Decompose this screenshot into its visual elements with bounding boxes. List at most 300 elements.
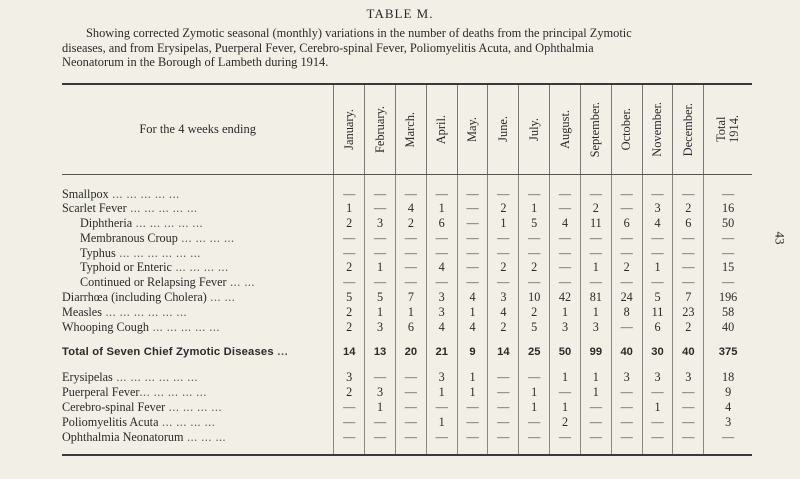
spacer-cell: [395, 444, 426, 455]
row-label-text: Smallpox: [62, 186, 109, 201]
value-cell: —: [642, 385, 673, 400]
value-cell: —: [673, 400, 704, 415]
row-label: [62, 290, 334, 305]
value-cell: 3: [642, 370, 673, 385]
value-cell: 4: [704, 400, 752, 415]
spacer-cell: [642, 174, 673, 187]
value-cell: —: [673, 246, 704, 261]
column-header-december: [673, 84, 704, 174]
value-cell: —: [642, 231, 673, 246]
column-header-label: July.: [526, 117, 541, 141]
spacer-cell: [365, 444, 396, 455]
spacer-cell: [704, 174, 752, 187]
value-cell: —: [673, 260, 704, 275]
spacer-cell: [395, 334, 426, 341]
value-cell: 14: [488, 341, 519, 363]
value-cell: 8: [611, 305, 642, 320]
value-cell: —: [457, 415, 488, 430]
row-label: [62, 246, 334, 261]
leader-dots: ... ... ... ... ...: [139, 385, 207, 400]
value-cell: 13: [365, 341, 396, 363]
leader-dots: ... ...: [226, 275, 255, 290]
column-header-label: October.: [619, 108, 634, 151]
value-cell: 3: [365, 320, 396, 335]
value-cell: —: [580, 187, 611, 202]
value-cell: 5: [519, 320, 550, 335]
caption-line-1: Showing corrected Zymotic seasonal (monthly) variations in the number of deaths from the principal Zymotic: [86, 26, 632, 40]
table-row: [62, 385, 752, 400]
value-cell: 3: [426, 290, 457, 305]
value-cell: 5: [365, 290, 396, 305]
value-cell: —: [550, 430, 581, 445]
value-cell: —: [704, 246, 752, 261]
spacer-cell: [334, 363, 365, 370]
spacer-cell: [642, 334, 673, 341]
value-cell: —: [457, 275, 488, 290]
value-cell: 1: [580, 260, 611, 275]
spacer-cell: [519, 363, 550, 370]
value-cell: —: [611, 187, 642, 202]
leader-dots: ... ... ... ...: [171, 260, 229, 275]
value-cell: 1: [519, 385, 550, 400]
spacer-row: [62, 444, 752, 455]
value-cell: —: [488, 275, 519, 290]
leader-dots: ...: [273, 346, 289, 359]
value-cell: 2: [488, 260, 519, 275]
column-header-november: [642, 84, 673, 174]
value-cell: —: [519, 430, 550, 445]
value-cell: 11: [642, 305, 673, 320]
value-cell: —: [334, 400, 365, 415]
value-cell: 2: [334, 260, 365, 275]
value-cell: 14: [334, 341, 365, 363]
value-cell: 2: [488, 320, 519, 335]
spacer-cell: [395, 363, 426, 370]
leader-dots: ... ... ... ...: [165, 400, 222, 415]
column-header-april: [426, 84, 457, 174]
value-cell: 1: [550, 305, 581, 320]
value-cell: —: [488, 430, 519, 445]
table-row: [62, 201, 752, 216]
value-cell: 40: [673, 341, 704, 363]
value-cell: —: [519, 275, 550, 290]
value-cell: —: [457, 187, 488, 202]
value-cell: 4: [457, 320, 488, 335]
value-cell: —: [395, 275, 426, 290]
value-cell: 1: [550, 400, 581, 415]
column-header-label: August.: [557, 109, 572, 149]
value-cell: —: [611, 246, 642, 261]
spacer-cell: [334, 444, 365, 455]
value-cell: —: [457, 400, 488, 415]
value-cell: —: [673, 430, 704, 445]
table-row: [62, 341, 752, 363]
value-cell: —: [580, 400, 611, 415]
spacer-cell: [580, 444, 611, 455]
value-cell: —: [426, 231, 457, 246]
spacer-row: [62, 174, 752, 187]
value-cell: —: [334, 246, 365, 261]
row-label-text: Scarlet Fever: [62, 201, 127, 216]
column-header-label: March.: [403, 111, 418, 147]
column-header-label: September.: [588, 101, 603, 157]
value-cell: 1: [365, 305, 396, 320]
value-cell: 5: [334, 290, 365, 305]
value-cell: 3: [426, 370, 457, 385]
value-cell: —: [365, 275, 396, 290]
value-cell: 6: [395, 320, 426, 335]
value-cell: —: [395, 246, 426, 261]
spacer-cell: [580, 363, 611, 370]
row-label-text: Cerebro-spinal Fever: [62, 400, 166, 415]
value-cell: 10: [519, 290, 550, 305]
value-cell: 375: [704, 341, 752, 363]
spacer-cell: [611, 334, 642, 341]
value-cell: 50: [550, 341, 581, 363]
spacer-cell: [580, 334, 611, 341]
value-cell: —: [519, 187, 550, 202]
value-cell: 3: [704, 415, 752, 430]
value-cell: 2: [488, 201, 519, 216]
value-cell: 2: [395, 216, 426, 231]
value-cell: —: [426, 400, 457, 415]
value-cell: 40: [704, 320, 752, 335]
value-cell: —: [395, 400, 426, 415]
value-cell: —: [457, 246, 488, 261]
value-cell: 3: [611, 370, 642, 385]
value-cell: —: [642, 430, 673, 445]
value-cell: —: [457, 231, 488, 246]
spacer-cell: [519, 174, 550, 187]
spacer-cell: [488, 363, 519, 370]
header-row: [62, 84, 752, 174]
spacer-cell: [365, 334, 396, 341]
value-cell: 9: [457, 341, 488, 363]
page-number: 43: [772, 231, 788, 245]
leader-dots: ... ... ... ... ...: [149, 319, 220, 334]
leader-dots: ... ... ... ... ...: [108, 186, 180, 201]
value-cell: 4: [457, 290, 488, 305]
value-cell: —: [550, 275, 581, 290]
value-cell: —: [550, 385, 581, 400]
value-cell: 3: [642, 201, 673, 216]
spacer-cell: [550, 334, 581, 341]
value-cell: 20: [395, 341, 426, 363]
value-cell: 6: [426, 216, 457, 231]
value-cell: —: [611, 400, 642, 415]
row-label-text: Typhoid or Enteric: [80, 260, 172, 275]
row-label-text: Puerperal Fever: [62, 385, 140, 400]
value-cell: —: [550, 260, 581, 275]
value-cell: 1: [580, 370, 611, 385]
column-header-label: December.: [680, 102, 695, 156]
value-cell: 25: [519, 341, 550, 363]
value-cell: —: [334, 415, 365, 430]
value-cell: —: [519, 370, 550, 385]
value-cell: 9: [704, 385, 752, 400]
table-row: [62, 246, 752, 261]
value-cell: —: [611, 201, 642, 216]
value-cell: —: [611, 320, 642, 335]
value-cell: 23: [673, 305, 704, 320]
value-cell: —: [365, 231, 396, 246]
spacer-cell: [704, 444, 752, 455]
value-cell: —: [395, 260, 426, 275]
column-header-june: [488, 84, 519, 174]
row-label-text: Whooping Cough: [62, 319, 150, 334]
column-header-january: [334, 84, 365, 174]
row-label: [62, 216, 334, 231]
value-cell: 3: [334, 370, 365, 385]
value-cell: 58: [704, 305, 752, 320]
spacer-cell: [704, 334, 752, 341]
spacer-cell: [426, 444, 457, 455]
value-cell: 1: [426, 385, 457, 400]
value-cell: 6: [642, 320, 673, 335]
value-cell: —: [611, 385, 642, 400]
row-label: [62, 305, 334, 320]
table-row: [62, 275, 752, 290]
value-cell: —: [642, 275, 673, 290]
row-label-text: Poliomyelitis Acuta: [62, 414, 159, 429]
row-label: [62, 430, 334, 445]
row-label: [62, 370, 334, 385]
column-header-label: April.: [434, 114, 449, 144]
spacer-cell: [62, 444, 334, 455]
row-label-text: Erysipelas: [62, 370, 113, 385]
value-cell: 3: [673, 370, 704, 385]
value-cell: 4: [488, 305, 519, 320]
table-row: [62, 430, 752, 445]
row-label: [62, 400, 334, 415]
value-cell: —: [488, 370, 519, 385]
leader-dots: ... ... ... ... ... ...: [112, 370, 198, 385]
leader-dots: ... ... ... ... ... ...: [115, 245, 201, 260]
spacer-cell: [365, 363, 396, 370]
row-label: [62, 231, 334, 246]
row-label-text: Measles: [62, 304, 102, 319]
value-cell: 4: [395, 201, 426, 216]
column-header-february: [365, 84, 396, 174]
value-cell: —: [457, 216, 488, 231]
spacer-cell: [426, 363, 457, 370]
value-cell: 2: [519, 260, 550, 275]
value-cell: 11: [580, 216, 611, 231]
value-cell: 2: [334, 216, 365, 231]
value-cell: 50: [704, 216, 752, 231]
value-cell: —: [519, 231, 550, 246]
value-cell: —: [704, 231, 752, 246]
row-label: [62, 260, 334, 275]
value-cell: —: [704, 430, 752, 445]
value-cell: 4: [426, 260, 457, 275]
value-cell: —: [488, 187, 519, 202]
column-header-label: May.: [465, 116, 480, 142]
value-cell: —: [395, 370, 426, 385]
spacer-cell: [488, 334, 519, 341]
column-header-label: February.: [372, 105, 387, 153]
spacer-cell: [457, 363, 488, 370]
value-cell: 2: [334, 385, 365, 400]
row-label-text: Continued or Relapsing Fever: [80, 275, 227, 290]
value-cell: 15: [704, 260, 752, 275]
value-cell: —: [426, 430, 457, 445]
value-cell: 4: [550, 216, 581, 231]
value-cell: —: [580, 430, 611, 445]
value-cell: 1: [519, 201, 550, 216]
table-row: [62, 305, 752, 320]
value-cell: —: [395, 415, 426, 430]
value-cell: —: [580, 246, 611, 261]
value-cell: —: [673, 187, 704, 202]
spacer-cell: [62, 363, 334, 370]
table-row: [62, 290, 752, 305]
column-header-august: [550, 84, 581, 174]
row-label-text: Ophthalmia Neonatorum: [62, 429, 184, 444]
spacer-cell: [62, 174, 334, 187]
leader-dots: ... ... ...: [183, 429, 227, 444]
spacer-cell: [611, 174, 642, 187]
value-cell: 1: [550, 370, 581, 385]
column-header-october: [611, 84, 642, 174]
row-label: [62, 385, 334, 400]
leader-dots: ... ... ... ...: [158, 414, 216, 429]
value-cell: 21: [426, 341, 457, 363]
table-row: [62, 370, 752, 385]
value-cell: —: [673, 275, 704, 290]
table-row: [62, 231, 752, 246]
leader-dots: ... ... ... ... ...: [132, 216, 204, 231]
leader-dots: ... ...: [206, 290, 236, 305]
value-cell: —: [365, 187, 396, 202]
table-row: [62, 320, 752, 335]
value-cell: —: [395, 430, 426, 445]
row-label: [62, 275, 334, 290]
value-cell: —: [334, 275, 365, 290]
value-cell: 3: [488, 290, 519, 305]
value-cell: 1: [457, 305, 488, 320]
value-cell: —: [426, 275, 457, 290]
caption-line-2: diseases, and from Erysipelas, Puerperal Fever, Cerebro-spinal Fever, Poliomyelitis Acuta, and Ophthalmia: [62, 40, 594, 55]
value-cell: 2: [611, 260, 642, 275]
value-cell: —: [395, 231, 426, 246]
spacer-cell: [457, 444, 488, 455]
spacer-row: [62, 363, 752, 370]
spacer-cell: [457, 174, 488, 187]
zymotic-deaths-table: [62, 83, 752, 456]
value-cell: 3: [365, 216, 396, 231]
leader-dots: ... ... ... ... ...: [126, 201, 198, 216]
value-cell: 1: [334, 201, 365, 216]
spacer-cell: [611, 444, 642, 455]
table-row: [62, 400, 752, 415]
spacer-cell: [334, 334, 365, 341]
leader-dots: ... ... ... ... ... ...: [101, 304, 188, 319]
value-cell: 1: [519, 400, 550, 415]
value-cell: —: [642, 187, 673, 202]
value-cell: 5: [519, 216, 550, 231]
table-row: [62, 187, 752, 202]
value-cell: 3: [550, 320, 581, 335]
value-cell: 1: [426, 415, 457, 430]
spacer-cell: [365, 174, 396, 187]
spacer-cell: [62, 334, 334, 341]
spacer-cell: [395, 174, 426, 187]
spacer-cell: [642, 363, 673, 370]
value-cell: 196: [704, 290, 752, 305]
column-header-label: January.: [341, 108, 356, 150]
value-cell: 1: [365, 260, 396, 275]
value-cell: —: [611, 415, 642, 430]
value-cell: 40: [611, 341, 642, 363]
value-cell: 1: [365, 400, 396, 415]
table-body: [62, 174, 752, 455]
value-cell: —: [488, 231, 519, 246]
value-cell: —: [673, 385, 704, 400]
table-caption: [62, 26, 752, 70]
row-label: [62, 201, 334, 216]
row-label: [62, 320, 334, 335]
value-cell: —: [488, 246, 519, 261]
value-cell: —: [580, 275, 611, 290]
spacer-cell: [704, 363, 752, 370]
value-cell: —: [365, 430, 396, 445]
spacer-row: [62, 334, 752, 341]
column-header-may: [457, 84, 488, 174]
value-cell: 5: [642, 290, 673, 305]
value-cell: —: [457, 260, 488, 275]
value-cell: 2: [580, 201, 611, 216]
value-cell: 42: [550, 290, 581, 305]
value-cell: —: [365, 370, 396, 385]
value-cell: 3: [365, 385, 396, 400]
value-cell: 1: [642, 400, 673, 415]
value-cell: —: [457, 201, 488, 216]
spacer-cell: [426, 334, 457, 341]
row-label: [62, 415, 334, 430]
spacer-cell: [488, 174, 519, 187]
value-cell: —: [426, 187, 457, 202]
value-cell: —: [704, 187, 752, 202]
row-label-text: Membranous Croup: [80, 230, 178, 245]
value-cell: —: [580, 231, 611, 246]
value-cell: —: [642, 246, 673, 261]
value-cell: —: [550, 231, 581, 246]
value-cell: 6: [611, 216, 642, 231]
value-cell: —: [580, 415, 611, 430]
value-cell: 2: [673, 201, 704, 216]
value-cell: —: [611, 430, 642, 445]
value-cell: 1: [457, 385, 488, 400]
value-cell: —: [519, 246, 550, 261]
spacer-cell: [673, 174, 704, 187]
value-cell: 1: [457, 370, 488, 385]
value-cell: —: [642, 415, 673, 430]
value-cell: —: [704, 275, 752, 290]
table-row: [62, 260, 752, 275]
value-cell: —: [334, 187, 365, 202]
spacer-cell: [673, 444, 704, 455]
value-cell: 18: [704, 370, 752, 385]
row-label-text: Diphtheria: [80, 216, 133, 231]
spacer-cell: [673, 334, 704, 341]
table-row: [62, 216, 752, 231]
value-cell: —: [426, 246, 457, 261]
column-header-march: [395, 84, 426, 174]
row-label-text: Typhus: [80, 245, 116, 260]
spacer-cell: [457, 334, 488, 341]
value-cell: —: [519, 415, 550, 430]
